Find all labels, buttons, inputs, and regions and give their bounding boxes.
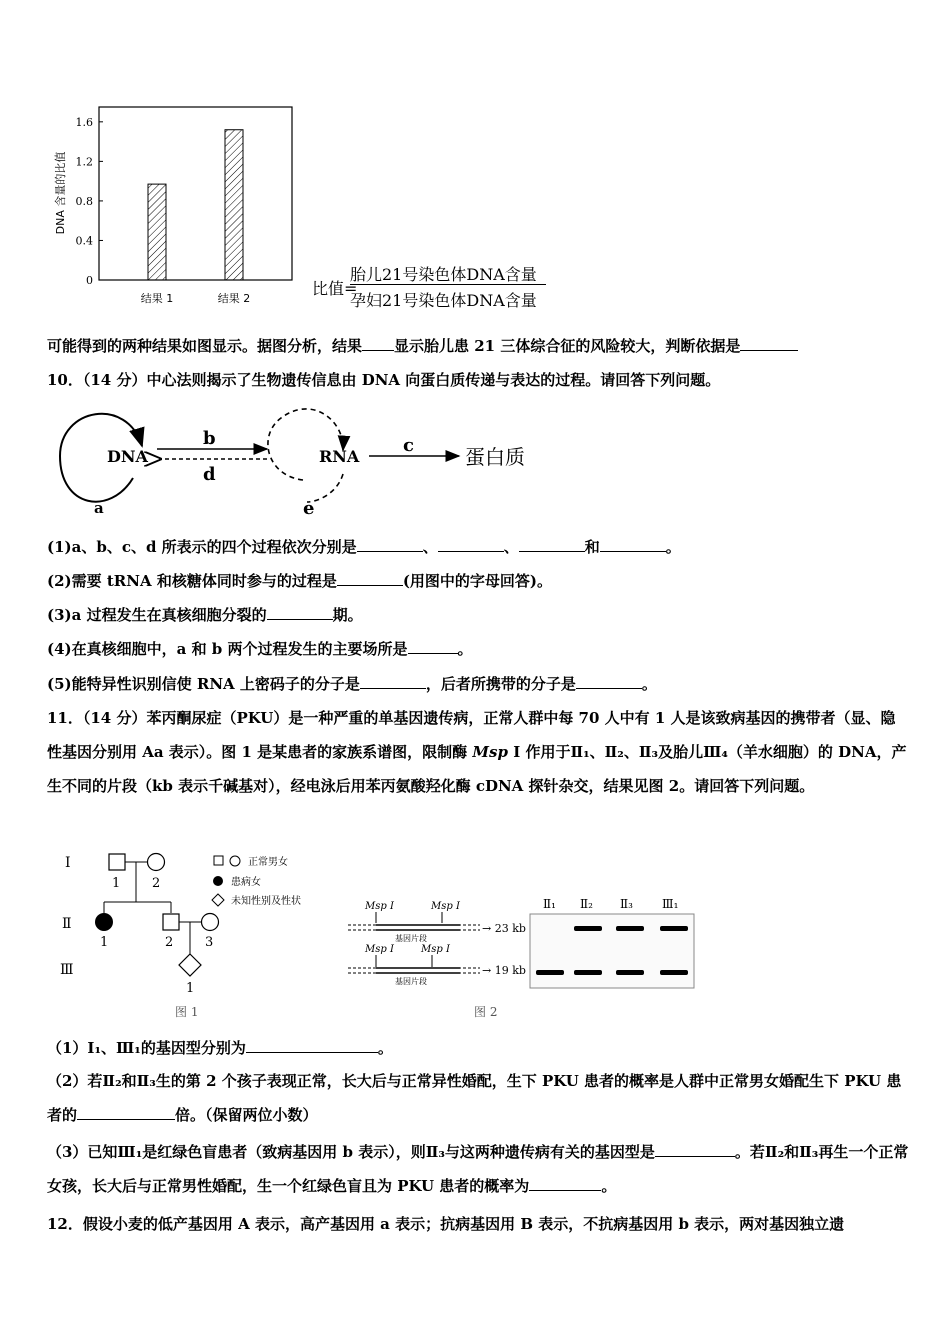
kb23-label: → 23 kb — [482, 922, 526, 935]
pedigree-figure-1 — [50, 850, 350, 1020]
node-dna: DNA — [107, 447, 148, 466]
legend-unknown-diamond — [212, 894, 224, 906]
separator: 、 — [503, 538, 519, 556]
formula-prefix: 比值= — [312, 279, 358, 298]
q10-p2-text: (2)需要 tRNA 和核糖体同时参与的过程是 — [47, 572, 337, 590]
q10-part5 — [47, 674, 657, 694]
q10-p4-text: (4)在真核细胞中，a 和 b 两个过程发生的主要场所是 — [47, 640, 408, 658]
answer-blank[interactable] — [267, 605, 333, 620]
q10-part2 — [47, 571, 552, 591]
answer-blank[interactable] — [576, 674, 642, 689]
node-rna: RNA — [319, 447, 360, 466]
msp-site-label: Msp I — [365, 944, 394, 955]
period: 。 — [457, 640, 473, 658]
answer-blank[interactable] — [438, 537, 504, 552]
y-axis-label: DNA 含量的比值 — [54, 151, 67, 235]
answer-blank[interactable] — [362, 336, 394, 351]
q9-text-b: 显示胎儿患 21 三体综合征的风险较大，判断依据是 — [394, 337, 741, 355]
gen-I-label: Ⅰ — [65, 855, 71, 871]
q11-p3-middle: 。若Ⅱ₂和Ⅱ₃再生一个正常女孩，长大后与正常男性婚配，生一个红绿色盲且为 PKU 患者的概率为 — [47, 1143, 909, 1195]
plot-frame — [99, 107, 292, 280]
msp-site-label: Msp I — [431, 901, 460, 912]
band-II2-23kb — [574, 926, 602, 931]
q11-part1 — [47, 1038, 393, 1058]
gen-II-label: Ⅱ — [62, 916, 72, 932]
answer-blank[interactable] — [519, 537, 585, 552]
fragment-label: 基因片段 — [395, 934, 427, 943]
answer-blank[interactable] — [77, 1105, 175, 1120]
fraction-bar — [350, 284, 546, 285]
answer-blank[interactable] — [408, 639, 458, 654]
answer-blank[interactable] — [246, 1038, 378, 1053]
q10-p1-text: (1)a、b、c、d 所表示的四个过程依次分别是 — [47, 538, 357, 556]
band-III1-23kb — [660, 926, 688, 931]
label-e: e — [303, 498, 315, 519]
msp-site-label: Msp I — [365, 901, 394, 912]
legend-male-square — [214, 856, 223, 865]
I1-normal-male — [109, 854, 125, 870]
II1-number: 1 — [100, 935, 109, 950]
II1-affected-female — [95, 913, 113, 931]
q11-p1-text: （1）Ⅰ₁、Ⅲ₁的基因型分别为 — [47, 1039, 246, 1057]
q10-stem: 10．（14 分）中心法则揭示了生物遗传信息由 DNA 向蛋白质传递与表达的过程。请回答下列问题。 — [47, 371, 721, 389]
central-dogma-diagram — [45, 398, 565, 520]
formula-denominator: 孕妇21号染色体DNA含量 — [350, 291, 537, 310]
label-b: b — [203, 428, 216, 449]
legend-patient-label: 患病女 — [231, 877, 261, 888]
answer-blank[interactable] — [337, 571, 403, 586]
dna-ratio-bar-chart — [50, 95, 310, 315]
separator: 、 — [422, 538, 438, 556]
label-a: a — [94, 499, 104, 517]
kb19-label: → 19 kb — [482, 964, 526, 977]
q9-question-tail — [47, 336, 798, 356]
figure-1-caption: 图 1 — [175, 1005, 199, 1019]
lane-label-II2: Ⅱ₂ — [580, 897, 593, 911]
bar-1 — [148, 184, 166, 280]
bar-2 — [225, 130, 243, 280]
q11-p2-text: （2）若Ⅱ₂和Ⅱ₃生的第 2 个孩子表现正常，长大后与正常异性婚配，生下 PKU 患者的概率是人群中正常男女婚配生下 PKU 患者的 — [47, 1072, 902, 1124]
q10-p5-middle: ，后者所携带的分子是 — [425, 675, 576, 693]
y-tick-label: 1.6 — [75, 115, 93, 129]
q10-p5-text: (5)能特异性识别信使 RNA 上密码子的分子是 — [47, 675, 360, 693]
lane-label-III1: Ⅲ₁ — [662, 897, 679, 911]
figure-2-caption: 图 2 — [474, 1005, 498, 1019]
III1-number: 1 — [186, 981, 195, 996]
answer-blank[interactable] — [600, 537, 666, 552]
gel-frame — [530, 914, 694, 988]
band-II3-19kb — [616, 970, 644, 975]
period: 。 — [641, 675, 657, 693]
period: 。 — [665, 538, 681, 556]
q10-p3-tail: 期。 — [332, 606, 363, 624]
q10-part3 — [47, 605, 363, 625]
rna-replication-arc-e — [268, 409, 343, 480]
answer-blank[interactable] — [360, 674, 426, 689]
answer-blank[interactable] — [529, 1176, 601, 1191]
q11-part2 — [47, 1064, 909, 1132]
band-II1-19kb — [536, 970, 564, 975]
electrophoresis-figure-2 — [340, 892, 700, 1024]
answer-blank[interactable] — [357, 537, 423, 552]
legend-normal-label: 正常男女 — [248, 857, 288, 868]
x-category-label: 结果 1 — [140, 292, 174, 305]
x-category-label: 结果 2 — [217, 292, 251, 305]
y-tick-label: 0.4 — [75, 234, 93, 248]
II2-normal-male — [163, 914, 179, 930]
band-II2-19kb — [574, 970, 602, 975]
node-protein: 蛋白质 — [465, 445, 525, 469]
q10-part1 — [47, 537, 681, 557]
q10-p2-tail: (用图中的字母回答)。 — [402, 572, 553, 590]
band-III1-19kb — [660, 970, 688, 975]
I2-normal-female — [148, 854, 165, 871]
and-word: 和 — [584, 538, 600, 556]
enzyme-name: Msp — [472, 743, 508, 761]
II3-number: 3 — [205, 935, 214, 950]
q10-part4 — [47, 639, 473, 659]
fragment-label: 基因片段 — [395, 977, 427, 986]
band-II3-23kb — [616, 926, 644, 931]
answer-blank[interactable] — [655, 1142, 735, 1157]
y-tick-label: 1.2 — [75, 155, 93, 169]
formula-numerator: 胎儿21号染色体DNA含量 — [350, 265, 537, 284]
legend-affected-female — [213, 876, 223, 886]
legend-female-circle — [230, 856, 240, 866]
y-tick-label: 0.8 — [75, 194, 93, 208]
q9-text-a: 可能得到的两种结果如图显示。据图分析，结果 — [47, 337, 363, 355]
q11-p2-tail: 倍。（保留两位小数） — [175, 1106, 318, 1124]
lane-label-II3: Ⅱ₃ — [620, 897, 633, 911]
lane-label-II1: Ⅱ₁ — [543, 897, 556, 911]
q11-p3-text: （3）已知Ⅲ₁是红绿色盲患者（致病基因用 b 表示），则Ⅱ₃与这两种遗传病有关的基因型是 — [47, 1143, 655, 1161]
legend-unknown-label: 未知性别及性状 — [231, 896, 301, 907]
II3-normal-female — [202, 914, 219, 931]
III1-unknown-diamond — [179, 954, 201, 976]
answer-blank[interactable] — [740, 336, 798, 351]
label-c: c — [403, 435, 414, 456]
I2-number: 2 — [152, 876, 161, 891]
q11-stem-part2: I 作用于Ⅱ₁、Ⅱ₂、Ⅱ₃及胎儿Ⅲ₄（羊水细胞）的 DNA，产生不同的片段（kb 表示千碱基对），经电泳后用苯丙氨酸羟化酶 cDNA 探针杂交，结果见图 2。请回答下列问题。 — [47, 743, 907, 795]
period: 。 — [601, 1177, 617, 1195]
q11-stem-part1: 11．（14 分）苯丙酮尿症（PKU）是一种严重的单基因遗传病，正常人群中每 70 人中有 1 人是该致病基因的携带者（显、隐性基因分别用 Aa 表示）。图 1 是某患者的家族系谱图，限制酶 — [47, 709, 896, 761]
gen-III-label: Ⅲ — [60, 962, 74, 978]
q12-stem: 12．假设小麦的低产基因用 A 表示，高产基因用 a 表示；抗病基因用 B 表示，不抗病基因用 b 表示，两对基因独立遗 — [47, 1215, 845, 1233]
q10-p3-text: (3)a 过程发生在真核细胞分裂的 — [47, 606, 267, 624]
msp-site-label: Msp I — [421, 944, 450, 955]
I1-number: 1 — [112, 876, 121, 891]
y-tick-label: 0 — [86, 274, 93, 287]
q11-part3 — [47, 1135, 909, 1203]
q11-stem — [47, 701, 909, 803]
II2-number: 2 — [165, 935, 174, 950]
label-d: d — [203, 464, 216, 485]
period: 。 — [377, 1039, 393, 1057]
